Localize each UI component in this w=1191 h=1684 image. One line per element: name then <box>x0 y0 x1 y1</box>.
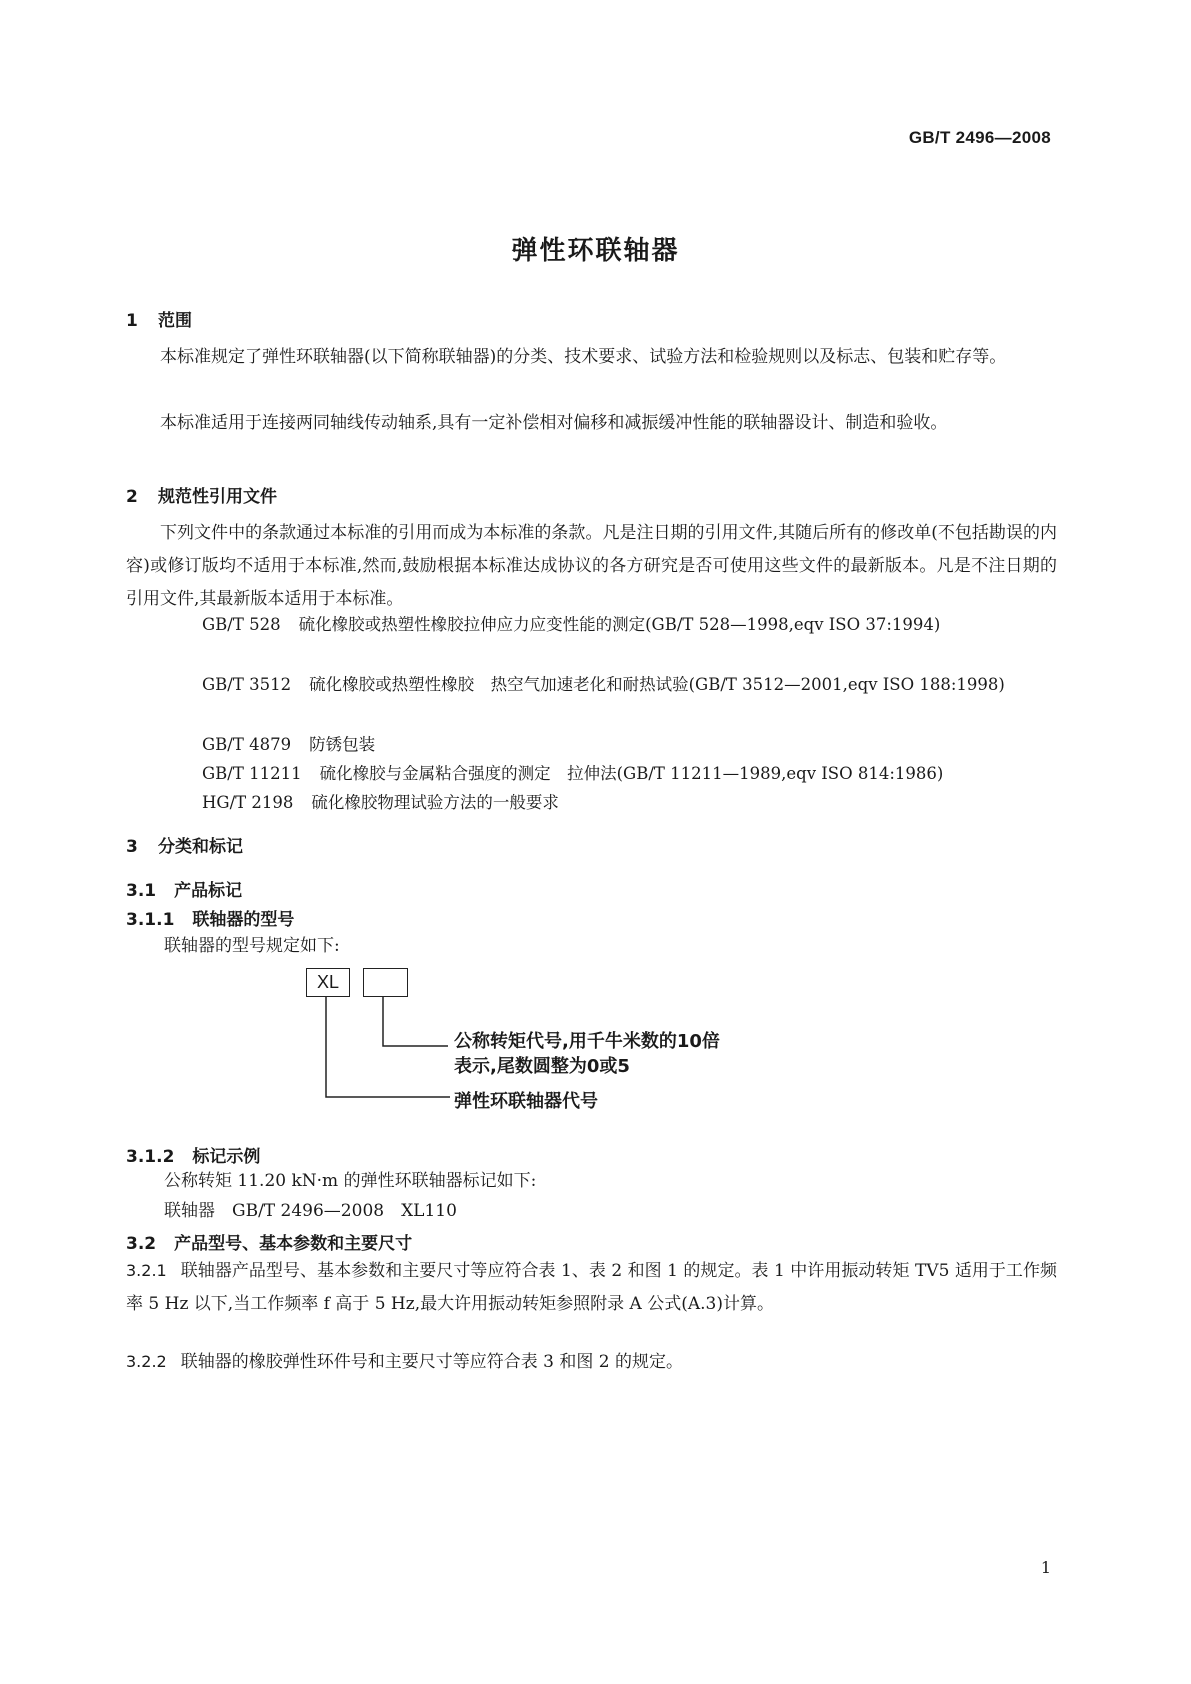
clause-text: 联轴器的橡胶弹性环件号和主要尺寸等应符合表 3 和图 2 的规定。 <box>180 1352 683 1372</box>
section-number: 3 <box>126 837 138 857</box>
reference-code: GB/T 3512 <box>202 675 292 694</box>
coupling-code-label: 弹性环联轴器代号 <box>454 1091 598 1112</box>
reference-text: 硫化橡胶或热塑性橡胶拉伸应力应变性能的测定(GB/T 528—1998,eqv ISO 37:1994) <box>298 615 941 634</box>
reference-code: HG/T 2198 <box>202 793 294 812</box>
torque-code-label-line-1: 公称转矩代号,用千牛米数的10倍 <box>454 1031 720 1052</box>
subsection-3-1-2-heading <box>126 1142 260 1167</box>
section-2-paragraph-1: 下列文件中的条款通过本标准的引用而成为本标准的条款。凡是注日期的引用文件,其随后所有的修改单(不包括勘误的内容)或修订版均不适用于本标准,然而,鼓励根据本标准达成协议的各方研究是否可使用这些文件的最新版本。凡是不注日期的引用文件,其最新版本适用于本标准。 <box>126 523 1057 609</box>
section-number: 1 <box>126 311 138 331</box>
subsection-number: 3.1 <box>126 881 157 901</box>
clause-text: 联轴器产品型号、基本参数和主要尺寸等应符合表 1、表 2 和图 1 的规定。表 1 中许用振动转矩 TV5 适用于工作频率 5 Hz 以下,当工作频率 f 高于 5 Hz,最大许用振动转矩参照附录 A 公式(A.3)计算。 <box>126 1261 1057 1314</box>
subsection-title: 联轴器的型号 <box>192 910 295 930</box>
section-number: 2 <box>126 487 138 507</box>
section-1-paragraph-1: 本标准规定了弹性环联轴器(以下简称联轴器)的分类、技术要求、试验方法和检验规则以及标志、包装和贮存等。 <box>160 347 1007 367</box>
section-title: 分类和标记 <box>158 837 243 857</box>
marking-example-line-1: 公称转矩 11.20 kN·m 的弹性环联轴器标记如下: <box>164 1171 537 1191</box>
torque-leader-line <box>383 996 448 1046</box>
reference-code: GB/T 4879 <box>202 735 292 754</box>
reference-text: 硫化橡胶物理试验方法的一般要求 <box>311 793 559 812</box>
subsection-title: 产品型号、基本参数和主要尺寸 <box>174 1234 413 1254</box>
section-title: 规范性引用文件 <box>158 487 277 507</box>
subsection-title: 产品标记 <box>174 881 243 901</box>
clause-number: 3.2.1 <box>126 1261 167 1280</box>
subsection-3-2-heading <box>126 1229 412 1254</box>
document-title: 弹性环联轴器 <box>511 236 680 266</box>
reference-text: 硫化橡胶与金属粘合强度的测定 拉伸法(GB/T 11211—1989,eqv ISO 814:1986) <box>319 764 944 783</box>
reference-code: GB/T 528 <box>202 615 281 634</box>
model-definition-text: 联轴器的型号规定如下: <box>164 936 340 956</box>
section-1-paragraph-2: 本标准适用于连接两同轴线传动轴系,具有一定补偿相对偏移和减振缓冲性能的联轴器设计、制造和验收。 <box>160 413 948 433</box>
subsection-title: 标记示例 <box>192 1147 261 1167</box>
subsection-number: 3.1.2 <box>126 1147 175 1167</box>
marking-example-line-2: 联轴器 GB/T 2496—2008 XL110 <box>164 1201 457 1221</box>
page-number: 1 <box>1040 1558 1051 1577</box>
clause-3-2-2 <box>126 1345 1057 1379</box>
clause-number: 3.2.2 <box>126 1352 167 1371</box>
torque-code-label-line-2: 表示,尾数圆整为0或5 <box>454 1056 630 1077</box>
model-code-box: XL <box>306 968 350 997</box>
torque-code-box <box>363 968 408 997</box>
reference-text: 防锈包装 <box>309 735 376 754</box>
clause-3-2-1 <box>126 1254 1057 1321</box>
subsection-number: 3.2 <box>126 1234 157 1254</box>
standard-code: GB/T 2496—2008 <box>908 128 1051 147</box>
subsection-number: 3.1.1 <box>126 910 175 930</box>
reference-text: 硫化橡胶或热塑性橡胶 热空气加速老化和耐热试验(GB/T 3512—2001,eqv ISO 188:1998) <box>309 675 1005 694</box>
reference-code: GB/T 11211 <box>202 764 302 783</box>
section-title: 范围 <box>158 311 192 331</box>
